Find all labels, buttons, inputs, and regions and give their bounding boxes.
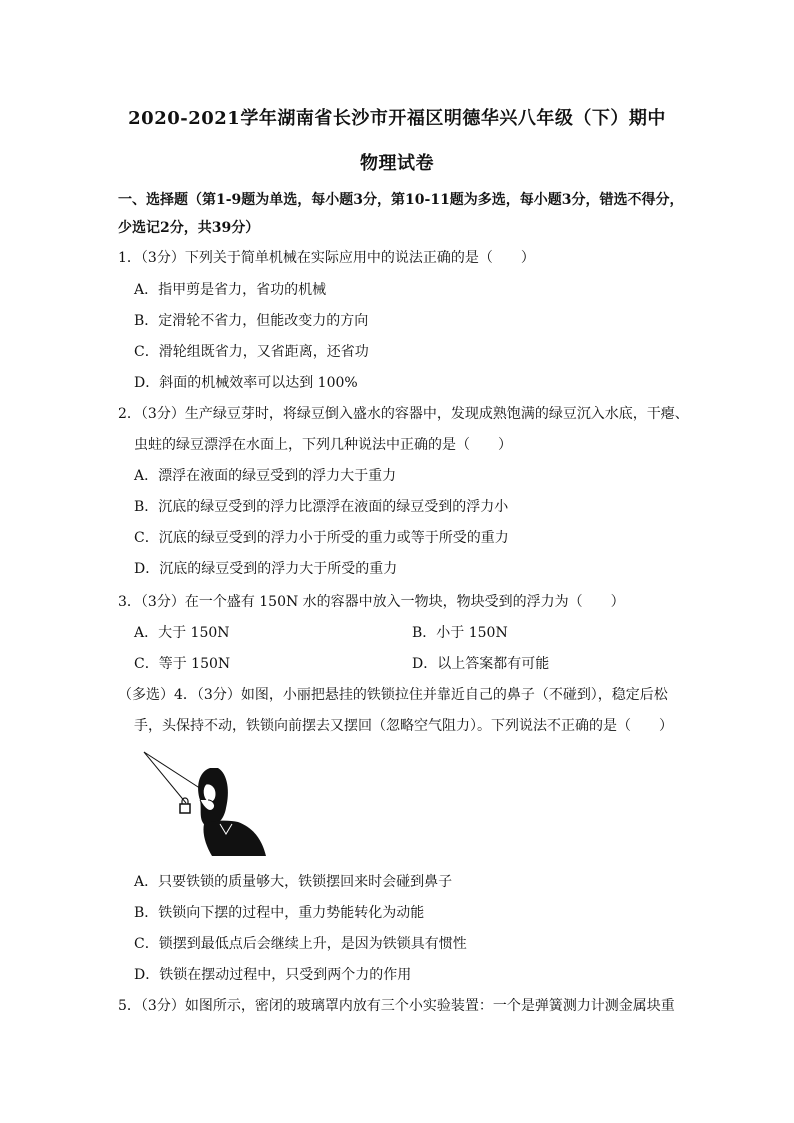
page-subtitle: 物理试卷 [360,153,434,174]
question-1-option-a: A．指甲剪是省力，省功的机械 [134,282,327,298]
question-1-option-d: D．斜面的机械效率可以达到 100% [134,375,358,391]
section-heading: 一、选择题（第1-9题为单选，每小题3分，第10-11题为多选，每小题3分，错选不得分， [118,192,684,208]
question-2-stem-cont: 虫蛀的绿豆漂浮在水面上，下列几种说法中正确的是（ ） [134,437,512,453]
question-2-option-b: B．沉底的绿豆受到的浮力比漂浮在液面的绿豆受到的浮力小 [134,499,509,515]
question-4-option-c: C．锁摆到最低点后会继续上升，是因为铁锁具有惯性 [134,936,467,952]
section-heading-cont: 少选记2分，共39分） [118,220,260,236]
question-2-option-a: A．漂浮在液面的绿豆受到的浮力大于重力 [134,468,397,484]
question-1-option-c: C．滑轮组既省力，又省距离，还省功 [134,344,369,360]
question-3-option-d: D．以上答案都有可能 [412,656,550,672]
question-2-option-d: D．沉底的绿豆受到的浮力大于所受的重力 [134,561,398,577]
question-2-option-c: C．沉底的绿豆受到的浮力小于所受的重力或等于所受的重力 [134,530,509,546]
question-4-option-d: D．铁锁在摆动过程中，只受到两个力的作用 [134,967,412,983]
question-3-option-a: A．大于 150N [134,625,230,641]
girl-silhouette [198,768,266,856]
lock-icon [180,798,190,813]
question-1-option-b: B．定滑轮不省力，但能改变力的方向 [134,313,369,329]
question-5-stem: 5．（3分）如图所示，密闭的玻璃罩内放有三个小实验装置：一个是弹簧测力计测金属块重 [118,998,675,1014]
question-1-stem: 1．（3分）下列关于简单机械在实际应用中的说法正确的是（ ） [118,250,535,266]
question-4-stem-cont: 手，头保持不动，铁锁向前摆去又摆回（忽略空气阻力）。下列说法不正确的是（ ） [134,718,673,734]
pendulum-lock-figure [140,748,270,858]
question-3-stem: 3．（3分）在一个盛有 150N 水的容器中放入一物块，物块受到的浮力为（ ） [118,594,625,610]
question-3-option-b: B．小于 150N [412,625,508,641]
question-2-stem: 2．（3分）生产绿豆芽时，将绿豆倒入盛水的容器中，发现成熟饱满的绿豆沉入水底，干瘪、 [118,406,689,422]
question-4-option-a: A．只要铁锁的质量够大，铁锁摆回来时会碰到鼻子 [134,874,453,890]
question-3-option-c: C．等于 150N [134,656,231,672]
question-4-stem: （多选）4．（3分）如图，小丽把悬挂的铁锁拉住并靠近自己的鼻子（不碰到），稳定后松 [118,687,668,703]
question-4-option-b: B．铁锁向下摆的过程中，重力势能转化为动能 [134,905,425,921]
page-title: 2020-2021学年湖南省长沙市开福区明德华兴八年级（下）期中 [128,108,666,129]
